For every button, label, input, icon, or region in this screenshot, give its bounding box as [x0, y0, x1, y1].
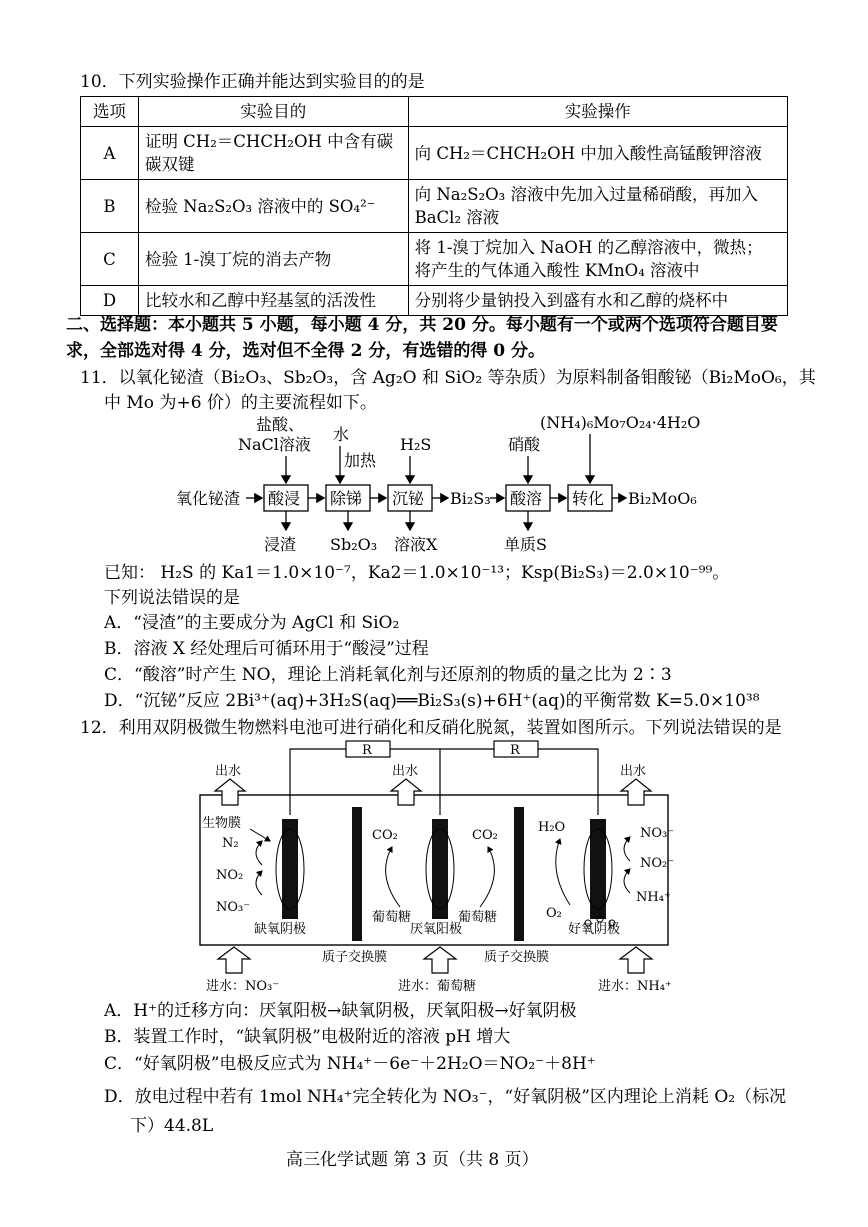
flow-end: Bi₂MoO₆ [628, 489, 697, 508]
table-cell [138, 286, 408, 316]
cell-line: BaCl₂ 溶液 [414, 208, 500, 227]
species-label: NO₂⁻ [640, 856, 675, 871]
flow-box-label: 沉铋 [392, 489, 425, 508]
section2-line1: 二、选择题：本小题共 5 小题，每小题 4 分，共 20 分。每小题有一个或两个选项符合题目要 [66, 315, 778, 335]
q12-option-b: B．装置工作时，“缺氧阴极”电极附近的溶液 pH 增大 [104, 1027, 511, 1047]
outflow-arrow-icon [215, 779, 245, 805]
input-label: H₂S [400, 435, 432, 454]
table-cell: C [81, 233, 139, 286]
electrode-aerobic-cathode [590, 819, 606, 919]
input-label: NaCl溶液 [238, 435, 311, 454]
table-header: 选项 [81, 97, 139, 127]
table-cell [408, 233, 787, 286]
q11-flow-diagram [0, 410, 868, 560]
input-label: 硝酸 [508, 435, 541, 454]
membrane-label: 质子交换膜 [484, 950, 550, 965]
resistor-label: R [362, 743, 372, 758]
biofilm-label: 生物膜 [202, 816, 242, 831]
table-row [81, 286, 788, 316]
inflow-label: 进水：葡萄糖 [398, 979, 477, 994]
cell-line: 检验 1-溴丁烷的消去产物 [144, 249, 332, 269]
resistor-label: R [510, 743, 520, 758]
species-label: CO₂ [372, 828, 398, 843]
cell-line: 将 1-溴丁烷加入 NaOH 的乙醇溶液中，微热； [414, 238, 763, 257]
section2-line2: 求，全部选对得 4 分，选对但不全得 2 分，有选错的得 0 分。 [66, 341, 545, 361]
q12-option-d-cont: 下）44.8L [130, 1116, 214, 1136]
table-cell [408, 180, 787, 233]
outflow-arrow-icon [391, 779, 421, 805]
q10-table [80, 96, 788, 316]
electrode-anoxic-cathode [282, 819, 298, 919]
table-cell: B [81, 180, 139, 233]
table-cell: A [81, 127, 139, 180]
flow-box-label: 除锑 [330, 489, 363, 508]
electrode-label: 缺氧阴极 [254, 922, 307, 937]
input-label: 水 [333, 425, 350, 444]
species-label: 葡萄糖 [372, 910, 412, 925]
flow-mid: Bi₂S₃ [450, 489, 491, 508]
species-label: O₂ [546, 906, 562, 921]
species-label: 葡萄糖 [458, 910, 498, 925]
inflow-label: 进水：NH₄⁺ [598, 979, 672, 994]
membrane-label: 质子交换膜 [322, 950, 388, 965]
outflow-label: 出水 [392, 764, 419, 779]
table-cell [138, 127, 408, 180]
q11-stem-1: 11．以氧化铋渣（Bi₂O₃、Sb₂O₃，含 Ag₂O 和 SiO₂ 等杂质）为原料制备钼酸铋（Bi₂MoO₆，其 [80, 368, 816, 388]
q12-option-a: A．H⁺的迁移方向：厌氧阳极→缺氧阴极，厌氧阳极→好氧阴极 [104, 1001, 577, 1021]
table-cell [408, 286, 787, 316]
input-label: (NH₄)₆Mo₇O₂₄·4H₂O [540, 413, 701, 432]
output-label: 溶液X [394, 535, 438, 554]
q11-known: 已知： H₂S 的 Ka1＝1.0×10⁻⁷，Ka2＝1.0×10⁻¹³；Ksp(Bi₂S₃)＝2.0×10⁻⁹⁹。 [104, 563, 730, 583]
electrode-anaerobic-anode [432, 819, 448, 919]
inflow-label: 进水：NO₃⁻ [206, 979, 280, 994]
input-label: 盐酸、 [256, 415, 305, 434]
table-row [81, 180, 788, 233]
table-cell [408, 127, 787, 180]
table-header-row [81, 97, 788, 127]
q11-option-d: D．“沉铋”反应 2Bi³⁺(aq)+3H₂S(aq)══Bi₂S₃(s)+6H⁺(aq)的平衡常数 K=5.0×10³⁸ [104, 691, 760, 711]
species-label: NO₃⁻ [216, 900, 251, 915]
flow-start: 氧化铋渣 [176, 489, 241, 508]
cell-line: 分别将少量钠投入到盛有水和乙醇的烧杯中 [414, 291, 729, 310]
inflow-arrow-icon [218, 947, 250, 973]
table-header: 实验目的 [138, 97, 408, 127]
q12-cell-diagram [0, 735, 868, 1000]
q12-option-d: D．放电过程中若有 1mol NH₄⁺完全转化为 NO₃⁻，“好氧阴极”区内理论上消耗 O₂（标况 [104, 1087, 787, 1107]
flow-box-label: 转化 [572, 489, 605, 508]
outflow-arrow-icon [621, 779, 651, 805]
q11-ask: 下列说法错误的是 [104, 588, 240, 608]
flow-box-label: 酸溶 [510, 489, 543, 508]
cell-line: 向 Na₂S₂O₃ 溶液中先加入过量稀硝酸，再加入 [414, 185, 759, 204]
q10-stem: 10．下列实验操作正确并能达到实验目的的是 [80, 72, 425, 92]
input-label: 加热 [344, 451, 377, 470]
q11-option-c: C．“酸溶”时产生 NO，理论上消耗氧化剂与还原剂的物质的量之比为 2∶3 [104, 665, 672, 685]
q11-stem-2: 中 Mo 为+6 价）的主要流程如下。 [104, 393, 377, 413]
q11-option-b: B．溶液 X 经处理后可循环用于“酸浸”过程 [104, 639, 429, 659]
inflow-arrow-icon [620, 947, 652, 973]
electrode-label: 好氧阴极 [568, 922, 621, 937]
output-label: 浸渣 [264, 535, 297, 554]
species-label: NH₄⁺ [636, 890, 671, 905]
electrode-label: 厌氧阳极 [410, 922, 463, 937]
outflow-label: 出水 [620, 764, 647, 779]
cell-line: 碳双键 [144, 155, 195, 174]
table-row [81, 127, 788, 180]
table-cell [138, 233, 408, 286]
q12-stem: 12．利用双阴极微生物燃料电池可进行硝化和反硝化脱氮，装置如图所示。下列说法错误的是 [80, 718, 782, 738]
species-label: CO₂ [472, 828, 498, 843]
cell-line: 检验 Na₂S₂O₃ 溶液中的 SO₄²⁻ [144, 196, 376, 216]
table-row [81, 233, 788, 286]
table-cell: D [81, 286, 139, 316]
table-cell [138, 180, 408, 233]
output-label: 单质S [504, 535, 547, 554]
q12-option-c: C．“好氧阴极”电极反应式为 NH₄⁺－6e⁻＋2H₂O＝NO₂⁻＋8H⁺ [104, 1054, 596, 1074]
cell-line: 证明 CH₂＝CHCH₂OH 中含有碳 [144, 132, 394, 151]
species-label: NO₃⁻ [640, 826, 675, 841]
cell-line: 向 CH₂＝CHCH₂OH 中加入酸性高锰酸钾溶液 [414, 143, 762, 163]
outflow-label: 出水 [215, 764, 242, 779]
proton-membrane-left [352, 807, 362, 941]
output-label: Sb₂O₃ [330, 535, 378, 554]
species-label: N₂ [222, 836, 239, 851]
proton-membrane-right [514, 807, 524, 941]
page-footer: 高三化学试题 第 3 页（共 8 页） [286, 1150, 539, 1170]
cell-line: 将产生的气体通入酸性 KMnO₄ 溶液中 [414, 261, 700, 280]
species-label: NO₂ [216, 868, 244, 883]
flow-box-label: 酸浸 [268, 489, 301, 508]
species-label: H₂O [538, 820, 566, 835]
cell-line: 比较水和乙醇中羟基氢的活泼性 [144, 291, 376, 310]
q11-option-a: A．“浸渣”的主要成分为 AgCl 和 SiO₂ [104, 613, 400, 633]
inflow-arrow-icon [424, 947, 456, 973]
table-header: 实验操作 [408, 97, 787, 127]
